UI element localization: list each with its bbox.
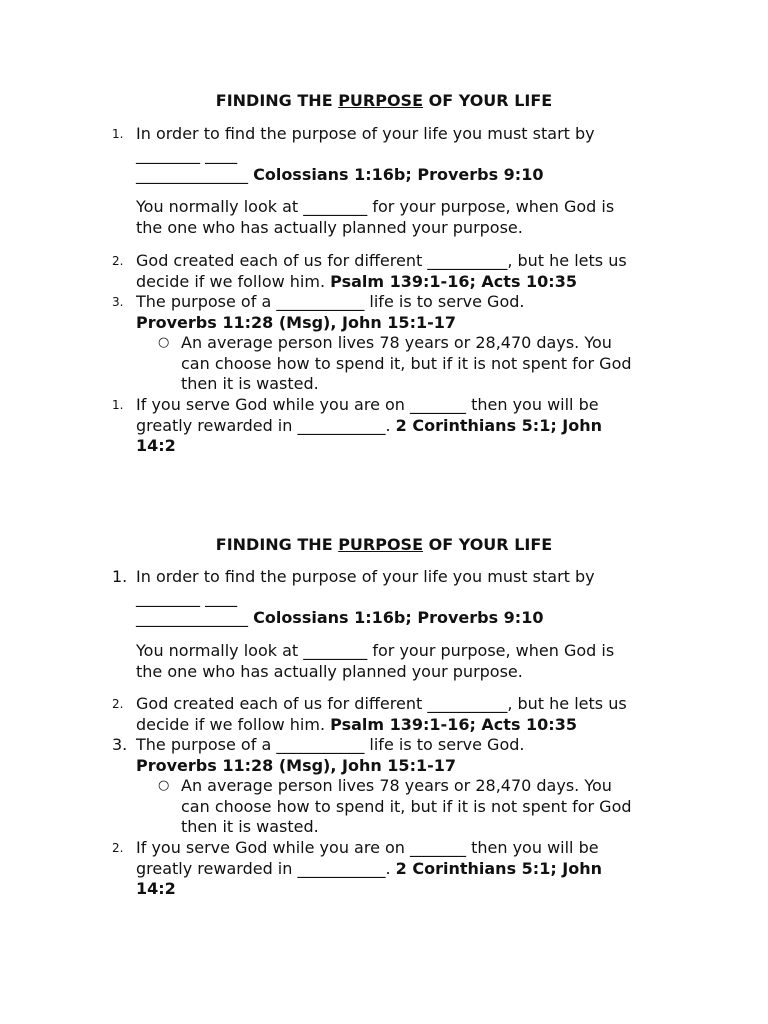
- item-line: The purpose of a ___________ life is to serve God.: [136, 735, 525, 754]
- item-line: God created each of us for different __________, but he lets us: [136, 251, 627, 270]
- bullet-text: [181, 776, 681, 838]
- item-number: 1.: [112, 127, 124, 141]
- item-line: ________ ____: [136, 144, 238, 164]
- item-number: 3.: [112, 295, 124, 309]
- scripture-reference: Proverbs 11:28 (Msg), John 15:1-17: [136, 755, 456, 775]
- bullet-line: then it is wasted.: [181, 817, 319, 836]
- item-line: The purpose of a ___________ life is to serve God.: [136, 292, 525, 311]
- item-number: 2.: [112, 697, 124, 711]
- item-text: [136, 735, 681, 776]
- item-text: [136, 567, 681, 629]
- item-line: In order to find the purpose of your life you must start by: [136, 567, 595, 586]
- page-title: [0, 535, 768, 555]
- blank-line: ______________: [136, 608, 254, 627]
- item-line: In order to find the purpose of your life you must start by: [136, 124, 595, 143]
- title-suffix: OF YOUR LIFE: [423, 91, 553, 110]
- item-line: If you serve God while you are on _______ then you will be: [136, 395, 599, 414]
- item-text: [136, 251, 681, 292]
- title-prefix: FINDING THE: [215, 91, 339, 110]
- item-line-text: greatly rewarded in ___________.: [136, 858, 396, 878]
- item-number: 1.: [112, 398, 124, 412]
- bullet-line: An average person lives 78 years or 28,470 days. You: [181, 776, 612, 795]
- paragraph-line: the one who has actually planned your purpose.: [136, 217, 523, 237]
- bullet-line: can choose how to spend it, but if it is not spent for God: [181, 353, 632, 373]
- item-number: 1.: [112, 567, 128, 586]
- paragraph-line: the one who has actually planned your purpose.: [136, 661, 523, 681]
- title-suffix: OF YOUR LIFE: [423, 535, 553, 554]
- scripture-reference: 2 Corinthians 5:1; John: [395, 415, 603, 435]
- item-line-text: decide if we follow him.: [136, 714, 331, 734]
- item-number: 2.: [112, 841, 124, 855]
- paragraph: [136, 641, 681, 682]
- bullet-circle-icon: ○: [158, 335, 170, 350]
- item-number: 3.: [112, 735, 128, 754]
- bullet-line: then it is wasted.: [181, 374, 319, 393]
- paragraph: [136, 197, 681, 238]
- scripture-reference: 2 Corinthians 5:1; John: [395, 858, 603, 878]
- item-line-text: greatly rewarded in ___________.: [136, 415, 396, 435]
- item-text: [136, 694, 681, 735]
- scripture-reference: 14:2: [136, 879, 176, 898]
- title-keyword: PURPOSE: [338, 91, 424, 110]
- paragraph-line: You normally look at ________ for your purpose, when God is: [136, 641, 615, 660]
- item-text: [136, 395, 681, 457]
- blank-line: ______________: [136, 165, 254, 184]
- bullet-text: [181, 333, 681, 395]
- item-line: If you serve God while you are on _______ then you will be: [136, 838, 599, 857]
- bullet-line: An average person lives 78 years or 28,470 days. You: [181, 333, 612, 352]
- item-line: [136, 165, 681, 186]
- title-prefix: FINDING THE: [215, 535, 339, 554]
- scripture-reference: Psalm 139:1-16; Acts 10:35: [330, 271, 577, 291]
- item-number: 2.: [112, 254, 124, 268]
- item-line: [136, 859, 681, 880]
- scripture-reference: Proverbs 11:28 (Msg), John 15:1-17: [136, 312, 456, 332]
- scripture-reference: 14:2: [136, 436, 176, 455]
- item-line: [136, 416, 681, 437]
- page-title: [0, 91, 768, 111]
- scripture-reference: Colossians 1:16b; Proverbs 9:10: [253, 608, 544, 627]
- item-text: [136, 838, 681, 900]
- bullet-circle-icon: ○: [158, 778, 170, 793]
- item-line: [136, 715, 681, 736]
- item-line: [136, 272, 681, 293]
- scripture-reference: Psalm 139:1-16; Acts 10:35: [330, 714, 577, 734]
- bullet-line: can choose how to spend it, but if it is not spent for God: [181, 796, 632, 816]
- item-line: [136, 608, 681, 629]
- item-text: [136, 292, 681, 333]
- scripture-reference: Colossians 1:16b; Proverbs 9:10: [253, 165, 544, 184]
- item-text: [136, 124, 681, 186]
- item-line: ________ ____: [136, 587, 238, 607]
- item-line-text: decide if we follow him.: [136, 271, 331, 291]
- paragraph-line: You normally look at ________ for your purpose, when God is: [136, 197, 615, 216]
- title-keyword: PURPOSE: [338, 535, 424, 554]
- item-line: God created each of us for different __________, but he lets us: [136, 694, 627, 713]
